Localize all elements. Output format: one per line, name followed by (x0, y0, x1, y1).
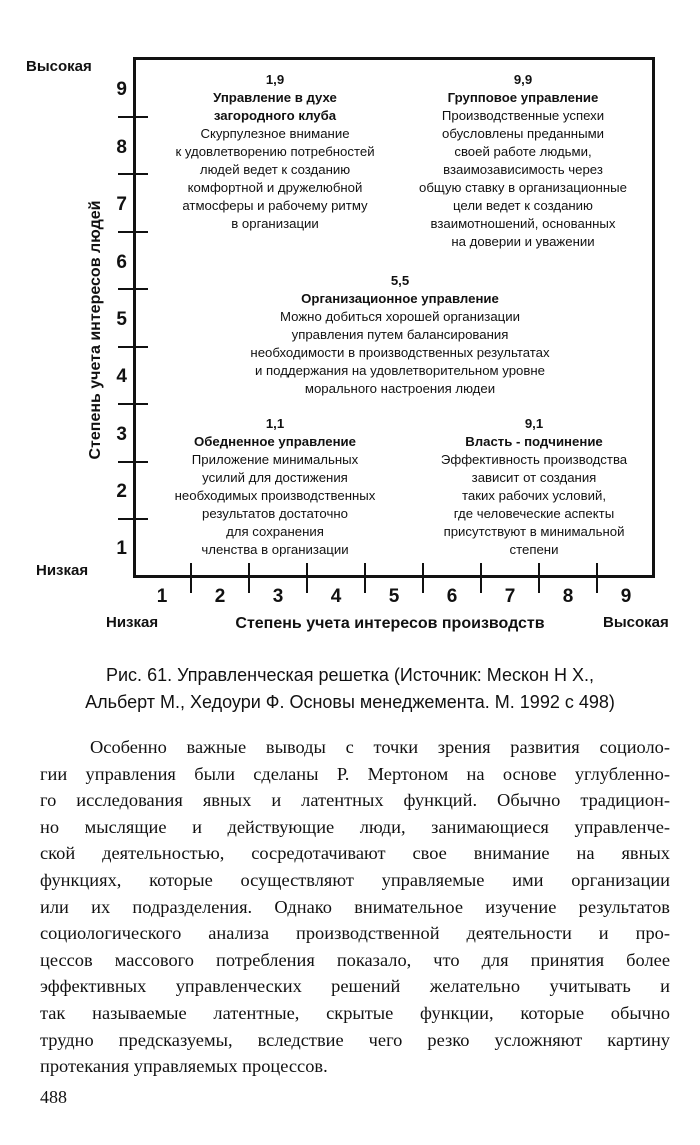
style-block-middle-road (190, 272, 610, 398)
paragraph-line: ской деятельностью, сосредотачивают свое внимание на явных (40, 843, 670, 864)
paragraph-line: Особенно важные выводы с точки зрения развития социоло- (90, 737, 670, 757)
x-tick (364, 563, 366, 593)
paragraph-line: трудно предсказуемы, вследствие чего резко усложняют картину (40, 1029, 670, 1050)
x-axis-low-label: Низкая (106, 614, 159, 631)
style-coordinate: 1,1 (265, 416, 285, 431)
x-tick (306, 563, 308, 593)
y-axis-number: 4 (116, 366, 127, 387)
y-axis-high-label: Высокая (26, 58, 92, 75)
style-name: Власть - подчинение (465, 434, 603, 449)
y-axis-number: 5 (116, 309, 127, 330)
style-name: Организационное управление (301, 291, 499, 306)
paragraph-line: социологического анализа производственной деятельности и про- (40, 923, 670, 944)
x-axis-number: 3 (272, 586, 284, 607)
x-axis-number: 7 (504, 586, 516, 607)
paragraph-line: гии управления были сделаны Р. Мертоном на основе углубленно- (40, 763, 670, 784)
style-coordinate: 5,5 (390, 273, 410, 288)
y-axis-number: 3 (116, 424, 127, 445)
paragraph-line: цессов массового потребления показало, что для принятия более (40, 949, 670, 970)
style-coordinate: 9,9 (513, 72, 533, 87)
style-name: Групповое управление (447, 90, 599, 105)
y-axis-number: 6 (116, 252, 127, 273)
style-block-team (388, 71, 658, 251)
x-axis-number: 2 (214, 586, 226, 607)
style-coordinate: 9,1 (524, 416, 544, 431)
paragraph-line: эффективных управленческих решений желательно учитывать и (40, 976, 670, 997)
y-axis-low-label: Низкая (36, 562, 89, 579)
x-axis-number: 6 (446, 586, 458, 607)
caption-line: Рис. 61. Управленческая решетка (Источник: Мескон Н X., (106, 665, 594, 685)
x-axis-number: 9 (620, 586, 632, 607)
style-name: Обедненное управление (194, 434, 356, 449)
style-coordinate: 1,9 (265, 72, 285, 87)
y-tick (118, 346, 148, 348)
style-description: Эффективность производства зависит от создания таких рабочих условий, где человеческие аспекты присутствуют в минимальной степени (440, 452, 628, 557)
y-axis-title-text: Степень учета интересов людей (87, 200, 104, 460)
paragraph-line: но мыслящие и действующие люди, занимающиеся управленче- (40, 816, 670, 837)
x-tick (248, 563, 250, 593)
y-tick (118, 403, 148, 405)
paragraph-line: го исследования явных и латентных функций. Обычно традицион- (40, 790, 670, 811)
x-axis-title: Степень учета интересов производств (235, 615, 545, 632)
paragraph-line: так называемые латентные, скрытые функции, которые обычно (40, 1002, 670, 1023)
style-block-country-club (140, 71, 410, 233)
x-tick (480, 563, 482, 593)
x-tick (538, 563, 540, 593)
x-tick (422, 563, 424, 593)
x-axis-number: 8 (562, 586, 574, 607)
y-axis-number: 7 (116, 194, 127, 215)
y-axis-number: 1 (116, 538, 127, 559)
x-axis-high-label: Высокая (603, 614, 669, 631)
x-tick (190, 563, 192, 593)
paragraph-line: протекания управляемых процессов. (40, 1056, 328, 1077)
y-axis-number: 2 (116, 481, 127, 502)
y-axis-number: 8 (116, 137, 127, 158)
caption-line: Альберт М., Хедоури Ф. Основы менеджемента. М. 1992 с 498) (85, 692, 615, 712)
style-description: Приложение минимальных усилий для достижения необходимых производственных результатов достаточно для сохранения членства в организации (174, 452, 376, 557)
style-description: Можно добиться хорошей организации управления путем балансирования необходимости в производственных результатах и поддержания на удовлетворительном уровне морального настроения людеи (250, 309, 550, 396)
x-axis-number: 4 (330, 586, 342, 607)
figure-caption (40, 662, 660, 716)
page-number: 488 (40, 1087, 67, 1107)
x-tick (596, 563, 598, 593)
x-axis-number: 1 (156, 586, 168, 607)
style-name: загородного клуба (213, 108, 337, 123)
paragraph-line: функциях, которые осуществляют управляемые ими организации (40, 869, 670, 890)
y-tick (118, 288, 148, 290)
style-block-authority-compliance (400, 415, 668, 559)
style-block-impoverished (140, 415, 410, 559)
body-paragraph (40, 734, 670, 1080)
style-description: Скурпулезное внимание к удовлетворению потребностей людей ведет к созданию комфортной и дружелюбной атмосферы и рабочему ритму в организации (175, 126, 375, 231)
paragraph-line: или их подразделения. Однако внимательное изучение результатов (40, 896, 670, 917)
style-name: Управление в духе (213, 90, 337, 105)
style-description: Производственные успехи обусловлены преданными своей работе людьми, взаимозависимость через общую ставку в организационные цели ведет к созданию взаимотношений, основанных на доверии и уважении (419, 108, 627, 249)
y-axis-number: 9 (116, 79, 127, 100)
x-axis-number: 5 (388, 586, 400, 607)
